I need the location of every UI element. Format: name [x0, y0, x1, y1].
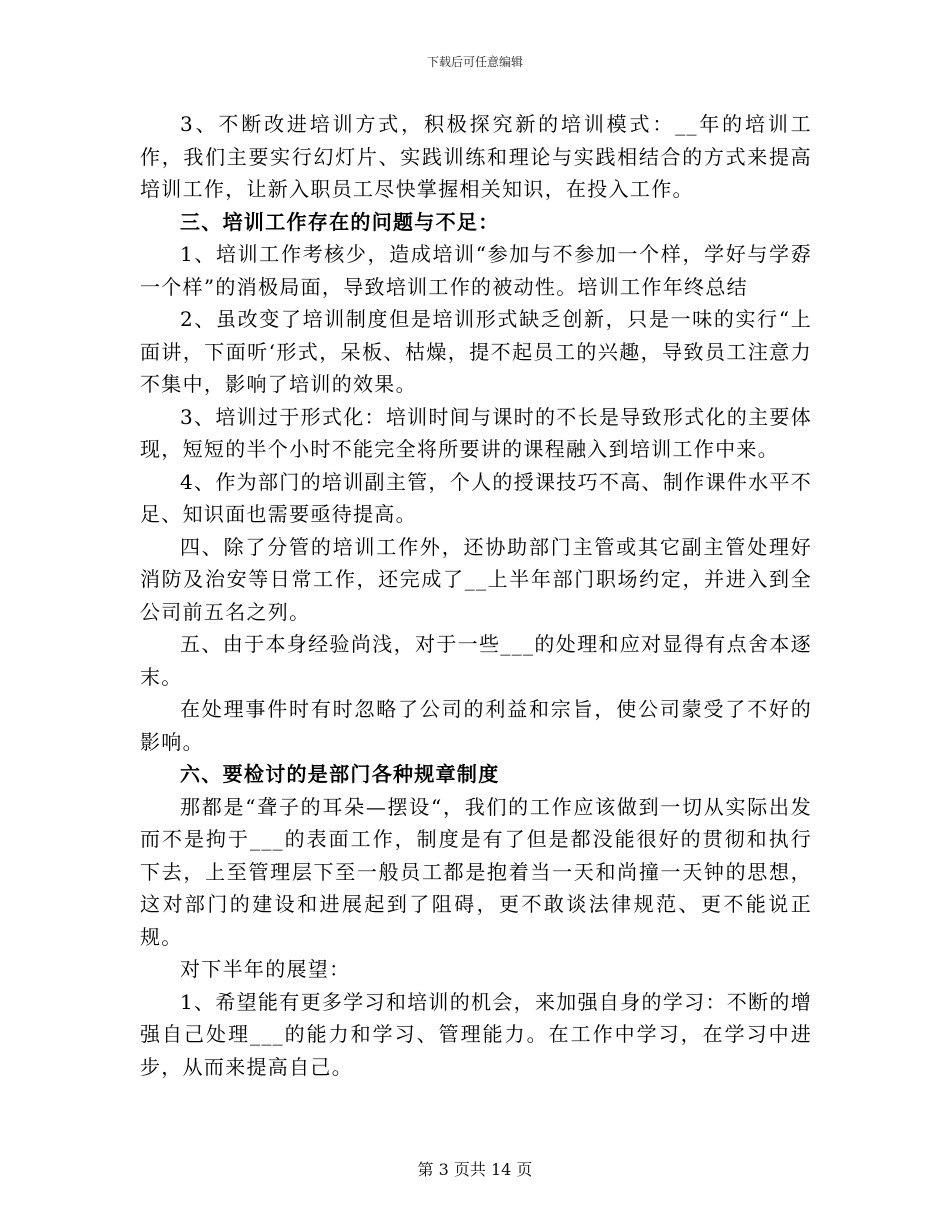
paragraph: 那都是“聋子的耳朵—摆设“，我们的工作应该做到一切从实际出发而不是拘于___的表面工作，制度是有了但是都没能很好的贯彻和执行下去，上至管理层下至一般员工都是抱着当一天和尚撞一天钟的思想，这对部门的建设和进展起到了阻碍，更不敢谈法律规范、更不能说正规。 — [140, 794, 812, 949]
paragraph: 3、不断改进培训方式，积极探究新的培训模式：__年的培训工作，我们主要实行幻灯片、实践训练和理论与实践相结合的方式来提高培训工作，让新入职员工尽快掌握相关知识，在投入工作。 — [140, 112, 812, 201]
document-body — [140, 108, 812, 1083]
paragraph: 五、由于本身经验尚浅，对于一些___的处理和应对显得有点舍本逐末。 — [140, 632, 812, 689]
paragraph: 4、作为部门的培训副主管，个人的授课技巧不高、制作课件水平不足、知识面也需要亟待提高。 — [140, 469, 812, 526]
paragraph: 1、希望能有更多学习和培训的机会，来加强自身的学习：不断的增强自己处理___的能力和学习、管理能力。在工作中学习，在学习中进步，从而来提高自己。 — [140, 989, 812, 1079]
section-heading: 六、要检讨的是部门各种规章制度 — [180, 762, 500, 786]
paragraph: 四、除了分管的培训工作外，还协助部门主管或其它副主管处理好消防及治安等日常工作，还完成了__上半年部门职场约定，并进入到全公司前五名之列。 — [140, 534, 812, 624]
paragraph: 3、培训过于形式化：培训时间与课时的不长是导致形式化的主要体现，短短的半个小时不能完全将所要讲的课程融入到培训工作中来。 — [140, 404, 812, 461]
paragraph: 对下半年的展望： — [180, 957, 351, 981]
page-footer: 第 3 页共 14 页 — [417, 1160, 533, 1179]
page-header: 下载后可任意编辑 — [426, 55, 523, 69]
paragraph: 1、培训工作考核少，造成培训“参加与不参加一个样，学好与学孬一个样”的消极局面，导致培训工作的被动性。培训工作年终总结 — [140, 242, 812, 299]
paragraph: 2、虽改变了培训制度但是培训形式缺乏创新，只是一味的实行“上面讲，下面听‘形式，呆板、枯燥，提不起员工的兴趣，导致员工注意力不集中，影响了培训的效果。 — [140, 307, 812, 396]
section-heading: 三、培训工作存在的问题与不足： — [180, 209, 500, 234]
paragraph: 在处理事件时有时忽略了公司的利益和宗旨，使公司蒙受了不好的影响。 — [140, 697, 812, 754]
